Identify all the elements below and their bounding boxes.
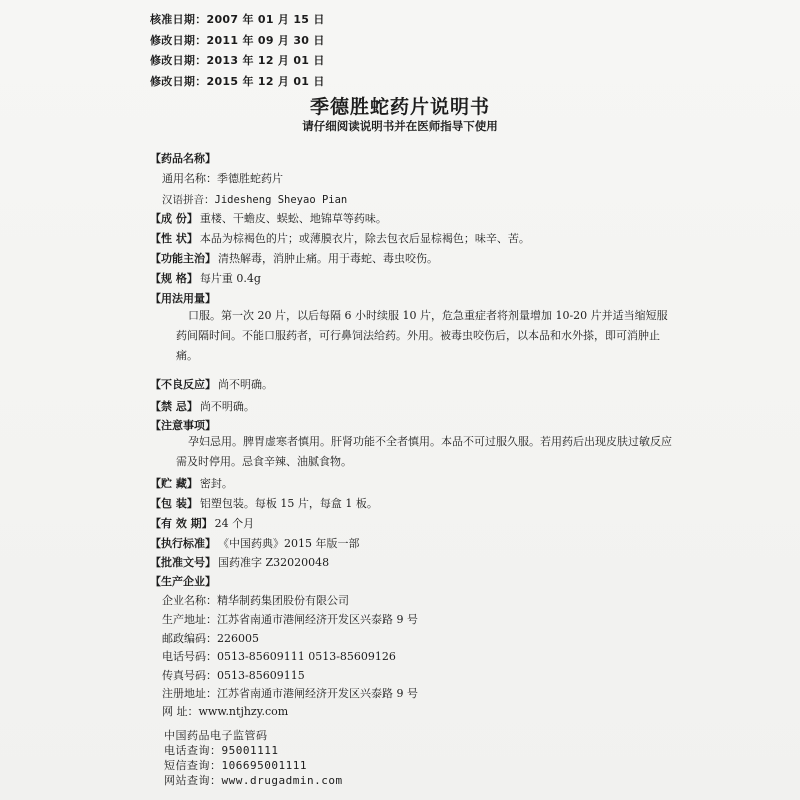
usage-row [150,292,216,306]
standard-value: 《中国药典》2015 年版一部 [218,537,360,550]
package-row [150,497,378,511]
usage-text: 口服。第一次 20 片，以后每隔 6 小时续服 10 片，危急重症者将剂量增加 10-20 片并适当缩短服药间隔时间。不能口服药者，可行鼻饲法给药。外用。被毒虫咬伤后，以本品和水外搽，即可消肿止痛。 [176,309,668,362]
storage-value: 密封。 [199,477,233,490]
contraindications-row [150,400,255,414]
manufacturer-fax: 传真号码：0513-85609115 [162,669,305,682]
ingredients-label: 【成 份】 [150,212,198,225]
document-subtitle: 请仔细阅读说明书并在医师指导下使用 [302,119,498,133]
appearance-row [150,232,530,246]
revision-date-1: 修改日期：2011 年 09 月 30 日 [150,33,325,47]
usage-label: 【用法用量】 [150,292,216,305]
appearance-value: 本品为棕褐色的片；或薄膜衣片，除去包衣后显棕褐色；味辛、苦。 [199,232,530,245]
document-title: 季德胜蛇药片说明书 [309,96,490,118]
regulatory-sms: 短信查询：106695001111 [164,759,307,772]
manufacturer-registered-address: 注册地址：江苏省南通市港闸经济开发区兴泰路 9 号 [162,687,418,700]
contraindications-label: 【禁 忌】 [150,400,198,413]
contraindications-value: 尚不明确。 [199,400,255,413]
regulatory-phone: 电话查询：95001111 [164,744,279,757]
storage-row [150,477,233,491]
appearance-label: 【性 状】 [150,232,198,245]
manufacturer-website: 网 址：www.ntjhzy.com [162,705,289,718]
validity-value: 24 个月 [214,517,255,530]
validity-label: 【有 效 期】 [150,517,213,530]
manufacturer-row [150,575,216,589]
adverse-row [150,378,273,392]
approval-date: 核准日期：2007 年 01 月 15 日 [150,13,325,26]
adverse-label: 【不良反应】 [150,378,216,391]
ingredients-value: 重楼、干蟾皮、蜈蚣、地锦草等药味。 [199,212,387,225]
generic-name: 通用名称：季德胜蛇药片 [162,172,283,185]
indications-value: 清热解毒，消肿止痛。用于毒蛇、毒虫咬伤。 [218,252,438,265]
approval-row [150,556,329,570]
precautions-text: 孕妇忌用。脾胃虚寒者慎用。肝肾功能不全者慎用。本品不可过服久服。若用药后出现皮肤过敏反应需及时停用。忌食辛辣、油腻食物。 [176,435,672,468]
revision-date-3: 修改日期：2015 年 12 月 01 日 [150,74,325,88]
storage-label: 【贮 藏】 [150,477,198,490]
pinyin-name: 汉语拼音：Jidesheng Sheyao Pian [162,194,348,206]
precautions-row [150,419,216,433]
approval-value: 国药准字 Z32020048 [218,556,330,569]
spec-value: 每片重 0.4g [199,272,261,285]
package-label: 【包 装】 [150,497,198,510]
regulatory-website: 网站查询：www.drugadmin.com [164,774,343,787]
precautions-label: 【注意事项】 [150,419,216,432]
revision-date-2: 修改日期：2013 年 12 月 01 日 [150,54,325,67]
regulatory-code-title: 中国药品电子监管码 [164,729,268,742]
date-block [150,10,325,92]
ingredients-row [150,212,387,226]
package-value: 铝塑包装。每板 15 片，每盒 1 板。 [199,497,378,510]
manufacturer-label: 【生产企业】 [150,575,216,588]
indications-row [150,252,438,266]
validity-row [150,517,254,531]
manufacturer-phone: 电话号码：0513-85609111 0513-85609126 [162,650,396,663]
approval-label: 【批准文号】 [150,556,216,569]
spec-row [150,272,261,286]
standard-row [150,537,360,551]
drug-name-header: 【药品名称】 [150,152,216,165]
standard-label: 【执行标准】 [150,537,216,550]
spec-label: 【规 格】 [150,272,198,285]
manufacturer-address: 生产地址：江苏省南通市港闸经济开发区兴泰路 9 号 [162,613,418,626]
manufacturer-postcode: 邮政编码：226005 [162,632,259,645]
adverse-value: 尚不明确。 [218,378,273,391]
manufacturer-company: 企业名称：精华制药集团股份有限公司 [162,594,349,607]
indications-label: 【功能主治】 [150,252,216,265]
